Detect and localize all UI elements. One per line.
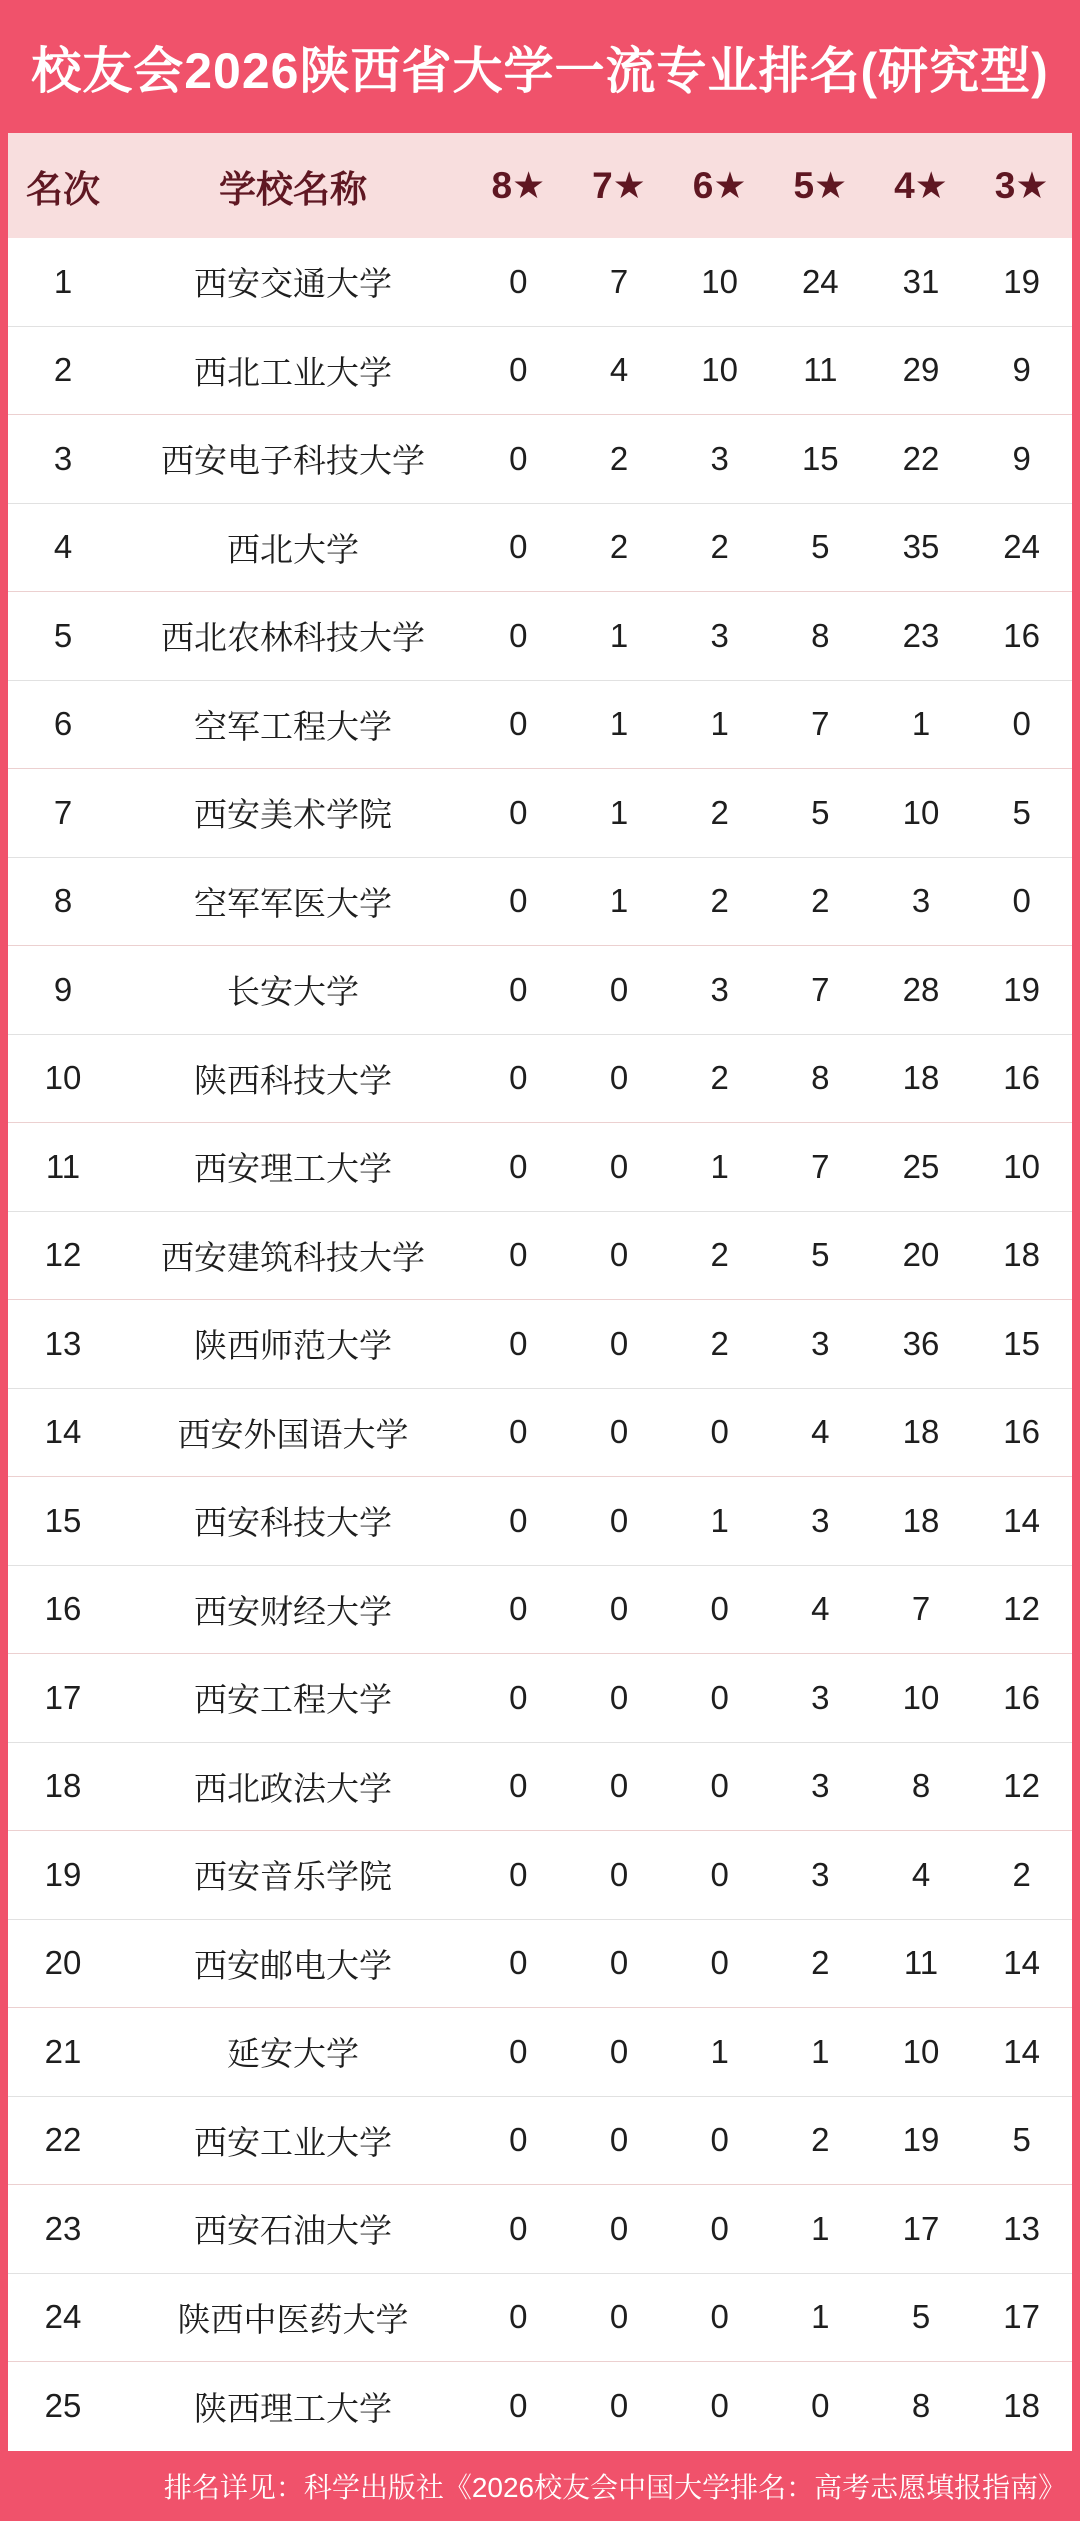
- school-name-cell: 长安大学: [227, 973, 359, 1011]
- count-8star-cell: 0: [509, 1059, 528, 1097]
- count-6star-cell: 2: [710, 882, 729, 920]
- count-8star-cell: 0: [509, 970, 528, 1008]
- count-5star-cell: 5: [811, 528, 830, 566]
- count-7star-cell: 4: [609, 351, 629, 389]
- count-8star-cell: 0: [509, 351, 528, 389]
- count-4star-cell: 10: [902, 1678, 940, 1716]
- count-6star-cell: 0: [710, 1767, 729, 1805]
- count-4star-cell: 4: [911, 1855, 931, 1893]
- count-4star-cell: 29: [902, 351, 940, 389]
- count-5star-cell: 11: [803, 351, 838, 389]
- count-8star-cell: 0: [509, 705, 528, 743]
- count-7star-cell: 0: [609, 1590, 629, 1628]
- count-7star-cell: 0: [609, 2298, 629, 2336]
- count-5star-cell: 1: [811, 2032, 830, 2070]
- count-7star-cell: 0: [609, 2032, 629, 2070]
- count-3star-cell: 18: [1003, 2387, 1041, 2425]
- school-name-cell: 西安财经大学: [194, 1592, 392, 1630]
- school-name-cell: 西安交通大学: [194, 265, 392, 303]
- school-name-cell: 西北政法大学: [194, 1769, 392, 1807]
- count-5star-cell: 2: [811, 882, 830, 920]
- count-4star-cell: 19: [902, 2121, 940, 2159]
- count-8star-cell: 0: [509, 1501, 528, 1539]
- count-4star-cell: 23: [902, 616, 940, 654]
- school-name-cell: 西北大学: [227, 530, 359, 568]
- table-row: [8, 681, 1072, 770]
- school-name-cell: 西安石油大学: [194, 2212, 392, 2250]
- count-7star-cell: 0: [609, 1855, 629, 1893]
- count-4star-cell: 25: [902, 1147, 940, 1185]
- count-7star-cell: 1: [609, 793, 629, 831]
- count-8star-cell: 0: [509, 439, 528, 477]
- count-4star-cell: 31: [902, 262, 940, 300]
- title-banner: [0, 0, 1080, 133]
- table-header-row: [8, 133, 1072, 238]
- count-7star-cell: 0: [609, 1767, 629, 1805]
- count-5star-cell: 7: [811, 705, 830, 743]
- table-row: [8, 504, 1072, 593]
- school-name-cell: 西安科技大学: [194, 1504, 392, 1542]
- count-3star-cell: 2: [1012, 1855, 1031, 1893]
- count-8star-cell: 0: [509, 528, 528, 566]
- school-name-cell: 西安理工大学: [194, 1150, 392, 1188]
- count-8star-cell: 0: [509, 2032, 528, 2070]
- count-5star-cell: 7: [811, 970, 830, 1008]
- count-8star-cell: 0: [509, 1678, 528, 1716]
- count-3star-cell: 10: [1003, 1147, 1041, 1185]
- count-8star-cell: 0: [509, 262, 528, 300]
- count-7star-cell: 0: [609, 1413, 629, 1451]
- table-row: [8, 2008, 1072, 2097]
- rank-cell: 3: [53, 439, 73, 477]
- school-name-cell: 延安大学: [227, 2035, 359, 2073]
- count-6star-cell: 0: [710, 1413, 729, 1451]
- count-3star-cell: 13: [1003, 2209, 1041, 2247]
- count-6star-cell: 0: [710, 1855, 729, 1893]
- count-3star-cell: 14: [1003, 2032, 1041, 2070]
- count-5star-cell: 0: [811, 2387, 830, 2425]
- rank-cell: 12: [44, 1236, 82, 1274]
- count-7star-cell: 2: [609, 528, 629, 566]
- table-row: [8, 2362, 1072, 2451]
- count-3star-cell: 5: [1012, 2121, 1031, 2159]
- count-5star-cell: 3: [811, 1678, 830, 1716]
- count-7star-cell: 0: [609, 2387, 629, 2425]
- school-name-cell: 陕西理工大学: [194, 2389, 392, 2427]
- count-8star-cell: 0: [509, 1767, 528, 1805]
- count-7star-cell: 0: [609, 1236, 629, 1274]
- count-3star-cell: 9: [1012, 351, 1031, 389]
- count-6star-cell: 1: [710, 1147, 729, 1185]
- count-6star-cell: 0: [710, 2121, 729, 2159]
- count-8star-cell: 0: [509, 1413, 528, 1451]
- count-3star-cell: 19: [1003, 970, 1041, 1008]
- count-8star-cell: 0: [509, 1147, 528, 1185]
- rank-cell: 4: [53, 528, 73, 566]
- count-3star-cell: 12: [1003, 1590, 1041, 1628]
- count-8star-cell: 0: [509, 2121, 528, 2159]
- count-6star-cell: 3: [710, 616, 729, 654]
- rank-cell: 9: [53, 970, 73, 1008]
- count-6star-cell: 0: [710, 2298, 729, 2336]
- count-4star-cell: 10: [902, 2032, 940, 2070]
- count-6star-cell: 1: [710, 2032, 729, 2070]
- count-8star-cell: 0: [509, 1944, 528, 1982]
- count-7star-cell: 0: [609, 1944, 629, 1982]
- table-row: [8, 2097, 1072, 2186]
- count-7star-cell: 7: [609, 262, 629, 300]
- column-header-3star: 3★: [994, 165, 1049, 206]
- table-row: [8, 1389, 1072, 1478]
- table-row: [8, 1654, 1072, 1743]
- count-8star-cell: 0: [509, 1324, 528, 1362]
- rank-cell: 2: [53, 351, 73, 389]
- count-3star-cell: 16: [1003, 1413, 1041, 1451]
- school-name-cell: 陕西科技大学: [194, 1061, 392, 1099]
- count-5star-cell: 5: [811, 1236, 830, 1274]
- count-6star-cell: 2: [710, 793, 729, 831]
- count-6star-cell: 3: [710, 439, 729, 477]
- rank-cell: 16: [44, 1590, 82, 1628]
- count-7star-cell: 0: [609, 1501, 629, 1539]
- footer-note: 排名详见：科学出版社《2026校友会中国大学排名：高考志愿填报指南》: [163, 2471, 1067, 2503]
- column-header-7star: 7★: [592, 165, 646, 206]
- rank-cell: 13: [44, 1324, 82, 1362]
- count-3star-cell: 16: [1003, 1678, 1041, 1716]
- count-4star-cell: 17: [902, 2209, 940, 2247]
- column-header-school: 学校名称: [219, 168, 367, 210]
- count-6star-cell: 0: [710, 1590, 729, 1628]
- count-4star-cell: 8: [911, 1767, 931, 1805]
- table-row: [8, 1566, 1072, 1655]
- school-name-cell: 西安工程大学: [194, 1681, 392, 1719]
- rank-cell: 24: [44, 2298, 82, 2336]
- rank-cell: 15: [44, 1501, 82, 1539]
- count-4star-cell: 1: [911, 705, 931, 743]
- count-6star-cell: 2: [710, 1236, 729, 1274]
- rank-cell: 10: [44, 1059, 82, 1097]
- school-name-cell: 西安电子科技大学: [161, 442, 425, 480]
- school-name-cell: 西安美术学院: [194, 796, 392, 834]
- count-5star-cell: 4: [811, 1413, 830, 1451]
- count-7star-cell: 0: [609, 1324, 629, 1362]
- rank-cell: 23: [44, 2209, 82, 2247]
- count-4star-cell: 8: [911, 2387, 931, 2425]
- count-5star-cell: 24: [801, 262, 839, 300]
- rank-cell: 19: [44, 1855, 82, 1893]
- column-header-rank: 名次: [26, 168, 100, 210]
- school-name-cell: 西安工业大学: [194, 2123, 392, 2161]
- count-8star-cell: 0: [509, 616, 528, 654]
- table-row: [8, 1920, 1072, 2009]
- count-4star-cell: 18: [902, 1501, 940, 1539]
- count-3star-cell: 19: [1003, 262, 1041, 300]
- count-6star-cell: 10: [701, 351, 739, 389]
- count-6star-cell: 3: [710, 970, 729, 1008]
- count-4star-cell: 11: [903, 1944, 939, 1982]
- count-5star-cell: 1: [811, 2209, 830, 2247]
- table-row: [8, 858, 1072, 947]
- rank-cell: 14: [44, 1413, 82, 1451]
- count-3star-cell: 14: [1003, 1501, 1041, 1539]
- count-3star-cell: 14: [1003, 1944, 1041, 1982]
- count-3star-cell: 0: [1012, 882, 1031, 920]
- count-3star-cell: 12: [1003, 1767, 1041, 1805]
- count-7star-cell: 0: [609, 2209, 629, 2247]
- count-5star-cell: 3: [811, 1501, 830, 1539]
- bottom-white-strip: [0, 2521, 1080, 2526]
- count-8star-cell: 0: [509, 2387, 528, 2425]
- count-7star-cell: 0: [609, 2121, 629, 2159]
- column-header-6star: 6★: [692, 165, 747, 206]
- rank-cell: 1: [53, 262, 73, 300]
- count-7star-cell: 1: [609, 616, 629, 654]
- count-3star-cell: 24: [1003, 528, 1041, 566]
- count-7star-cell: 1: [609, 705, 629, 743]
- count-8star-cell: 0: [509, 1236, 528, 1274]
- ranking-table: [8, 133, 1072, 2451]
- count-7star-cell: 1: [609, 882, 629, 920]
- count-7star-cell: 0: [609, 970, 629, 1008]
- count-4star-cell: 36: [902, 1324, 940, 1362]
- count-4star-cell: 22: [902, 439, 940, 477]
- count-8star-cell: 0: [509, 2209, 528, 2247]
- rank-cell: 6: [53, 705, 73, 743]
- count-8star-cell: 0: [509, 2298, 528, 2336]
- count-7star-cell: 0: [609, 1059, 629, 1097]
- count-5star-cell: 5: [811, 793, 830, 831]
- count-6star-cell: 2: [710, 1059, 729, 1097]
- rank-cell: 8: [53, 882, 73, 920]
- count-8star-cell: 0: [509, 1590, 528, 1628]
- table-row: [8, 415, 1072, 504]
- count-4star-cell: 18: [902, 1413, 940, 1451]
- table-row: [8, 2274, 1072, 2363]
- table-row: [8, 1212, 1072, 1301]
- count-6star-cell: 0: [710, 1678, 729, 1716]
- count-5star-cell: 7: [811, 1147, 830, 1185]
- school-name-cell: 西安邮电大学: [194, 1946, 392, 1984]
- count-7star-cell: 0: [609, 1147, 629, 1185]
- count-3star-cell: 9: [1012, 439, 1031, 477]
- count-4star-cell: 28: [902, 970, 940, 1008]
- column-header-4star: 4★: [894, 165, 948, 206]
- school-name-cell: 西安外国语大学: [177, 1415, 409, 1453]
- school-name-cell: 陕西中医药大学: [177, 2300, 409, 2338]
- rank-cell: 11: [45, 1147, 81, 1185]
- count-6star-cell: 0: [710, 1944, 729, 1982]
- count-4star-cell: 3: [911, 882, 931, 920]
- count-5star-cell: 8: [811, 1059, 830, 1097]
- rank-cell: 18: [44, 1767, 82, 1805]
- rank-cell: 20: [44, 1944, 82, 1982]
- table-body: [8, 238, 1072, 2451]
- count-6star-cell: 1: [710, 705, 729, 743]
- school-name-cell: 陕西师范大学: [194, 1327, 392, 1365]
- count-4star-cell: 35: [902, 528, 940, 566]
- column-header-5star: 5★: [793, 165, 848, 206]
- count-5star-cell: 3: [811, 1855, 830, 1893]
- count-4star-cell: 10: [902, 793, 940, 831]
- table-row: [8, 238, 1072, 327]
- rank-cell: 21: [44, 2032, 82, 2070]
- school-name-cell: 空军军医大学: [194, 884, 392, 922]
- rank-cell: 22: [44, 2121, 82, 2159]
- count-5star-cell: 15: [801, 439, 839, 477]
- count-3star-cell: 0: [1012, 705, 1031, 743]
- count-8star-cell: 0: [509, 1855, 528, 1893]
- count-8star-cell: 0: [509, 882, 528, 920]
- count-3star-cell: 15: [1003, 1324, 1041, 1362]
- table-row: [8, 1743, 1072, 1832]
- table-row: [8, 327, 1072, 416]
- column-header-8star: 8★: [491, 165, 546, 206]
- count-6star-cell: 2: [710, 528, 729, 566]
- table-row: [8, 1477, 1072, 1566]
- rank-cell: 5: [53, 616, 73, 654]
- count-7star-cell: 2: [609, 439, 629, 477]
- count-3star-cell: 17: [1003, 2298, 1041, 2336]
- school-name-cell: 西安建筑科技大学: [161, 1238, 425, 1276]
- count-4star-cell: 7: [911, 1590, 931, 1628]
- table-row: [8, 1123, 1072, 1212]
- count-4star-cell: 18: [902, 1059, 940, 1097]
- count-6star-cell: 1: [710, 1501, 729, 1539]
- table-row: [8, 2185, 1072, 2274]
- page-title: 校友会2026陕西省大学一流专业排名(研究型): [31, 42, 1049, 99]
- school-name-cell: 西安音乐学院: [194, 1858, 392, 1896]
- count-5star-cell: 3: [811, 1324, 830, 1362]
- footer-note-bar: [0, 2451, 1080, 2521]
- count-5star-cell: 3: [811, 1767, 830, 1805]
- count-4star-cell: 20: [902, 1236, 940, 1274]
- school-name-cell: 空军工程大学: [194, 707, 392, 745]
- count-7star-cell: 0: [609, 1678, 629, 1716]
- count-8star-cell: 0: [509, 793, 528, 831]
- count-3star-cell: 16: [1003, 1059, 1041, 1097]
- count-3star-cell: 5: [1012, 793, 1031, 831]
- table-row: [8, 592, 1072, 681]
- count-5star-cell: 8: [811, 616, 830, 654]
- count-5star-cell: 2: [811, 1944, 830, 1982]
- count-3star-cell: 18: [1003, 1236, 1041, 1274]
- count-5star-cell: 2: [811, 2121, 830, 2159]
- count-6star-cell: 10: [701, 262, 739, 300]
- school-name-cell: 西北农林科技大学: [161, 619, 425, 657]
- rank-cell: 17: [44, 1678, 82, 1716]
- table-row: [8, 1035, 1072, 1124]
- count-6star-cell: 2: [710, 1324, 729, 1362]
- count-3star-cell: 16: [1003, 616, 1041, 654]
- count-6star-cell: 0: [710, 2387, 729, 2425]
- table-row: [8, 1300, 1072, 1389]
- count-5star-cell: 4: [811, 1590, 830, 1628]
- table-row: [8, 1831, 1072, 1920]
- table-row: [8, 769, 1072, 858]
- rank-cell: 25: [44, 2387, 82, 2425]
- table-row: [8, 946, 1072, 1035]
- count-6star-cell: 0: [710, 2209, 729, 2247]
- school-name-cell: 西北工业大学: [194, 353, 392, 391]
- count-5star-cell: 1: [811, 2298, 830, 2336]
- rank-cell: 7: [53, 793, 73, 831]
- count-4star-cell: 5: [911, 2298, 931, 2336]
